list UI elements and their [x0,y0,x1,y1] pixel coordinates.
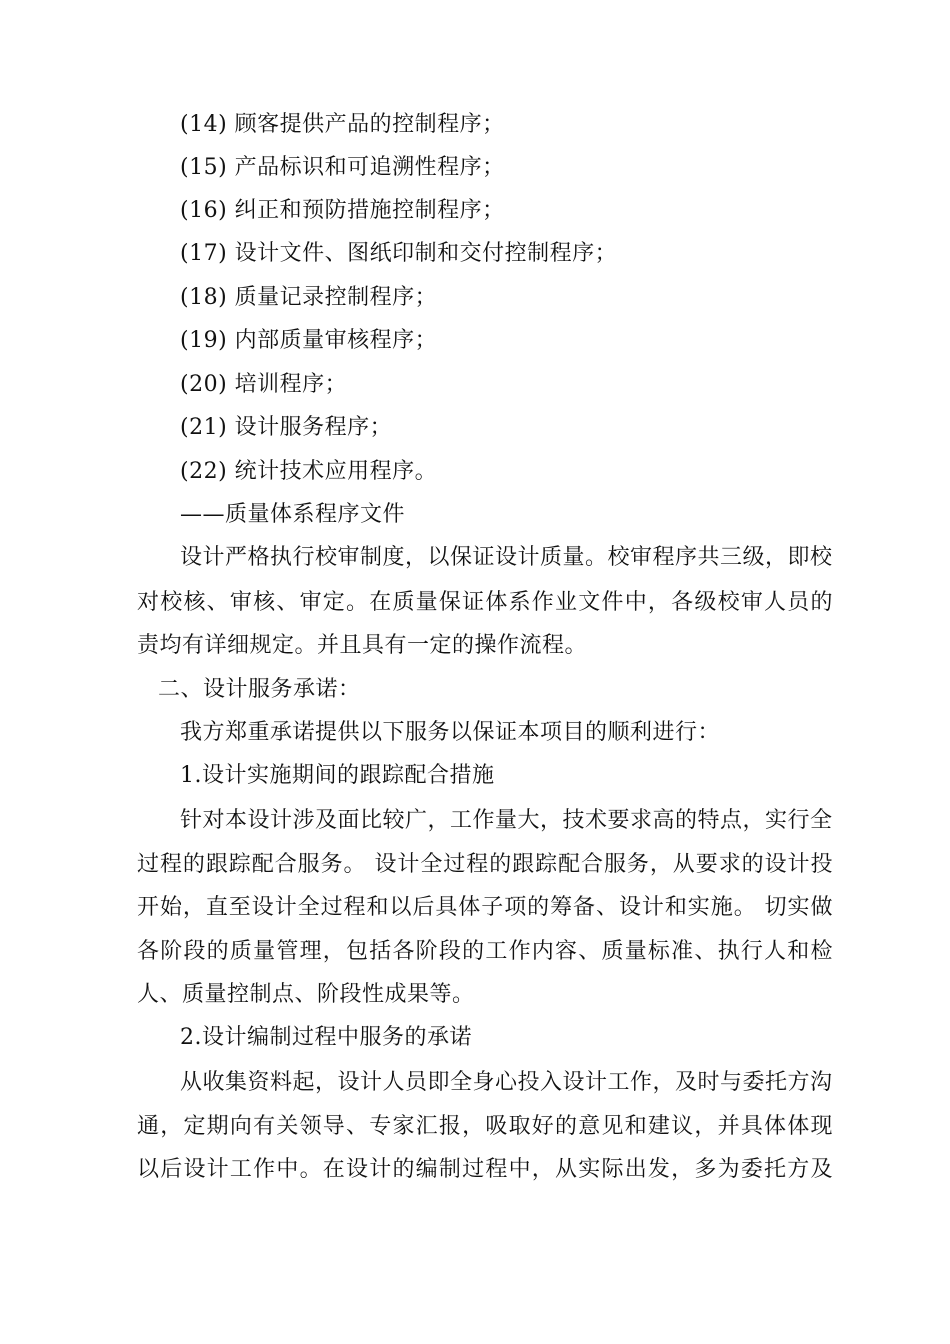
review-paragraph-line-1: 设计严格执行校审制度，以保证设计质量。校审程序共三级，即校 [180,545,833,570]
subsection-1-line-4: 各阶段的质量管理，包括各阶段的工作内容、质量标准、执行人和检 [137,939,833,964]
review-paragraph-line-2: 对校核、审核、审定。在质量保证体系作业文件中，各级校审人员的 [137,590,833,615]
procedure-item-15: (15) 产品标识和可追溯性程序； [180,155,505,180]
review-paragraph-line-3: 责均有详细规定。并且具有一定的操作流程。 [137,633,588,658]
subsection-2-line-3: 以后设计工作中。在设计的编制过程中，从实际出发，多为委托方及 [137,1157,833,1182]
subsection-1-line-1: 针对本设计涉及面比较广，工作量大，技术要求高的特点，实行全 [180,808,833,833]
subsection-1-line-2: 过程的跟踪配合服务。 设计全过程的跟踪配合服务，从要求的设计投 [137,852,833,877]
procedure-item-22: (22) 统计技术应用程序。 [180,459,438,484]
procedure-item-16: (16) 纠正和预防措施控制程序； [180,198,505,223]
procedures-caption: ——质量体系程序文件 [180,502,406,527]
procedure-item-20: (20) 培训程序； [180,372,348,397]
subsection-2-line-2: 通，定期向有关领导、专家汇报，吸取好的意见和建议，并具体体现 [137,1114,833,1139]
section-heading-service-commitment: 二、设计服务承诺： [158,677,361,702]
commitment-intro: 我方郑重承诺提供以下服务以保证本项目的顺利进行： [180,720,721,745]
procedure-item-21: (21) 设计服务程序； [180,415,393,440]
subsection-1-line-3: 开始，直至设计全过程和以后具体子项的筹备、设计和实施。 切实做 [137,895,833,920]
subsection-2-line-1: 从收集资料起，设计人员即全身心投入设计工作，及时与委托方沟 [180,1070,833,1095]
procedure-item-18: (18) 质量记录控制程序； [180,285,438,310]
procedure-item-17: (17) 设计文件、图纸印制和交付控制程序； [180,241,618,266]
procedure-item-14: (14) 顾客提供产品的控制程序； [180,112,505,137]
subsection-1-line-5: 人、质量控制点、阶段性成果等。 [137,982,475,1007]
procedure-item-19: (19) 内部质量审核程序； [180,328,438,353]
subsection-heading-2: 2.设计编制过程中服务的承诺 [180,1025,472,1050]
subsection-heading-1: 1.设计实施期间的跟踪配合措施 [180,763,495,788]
